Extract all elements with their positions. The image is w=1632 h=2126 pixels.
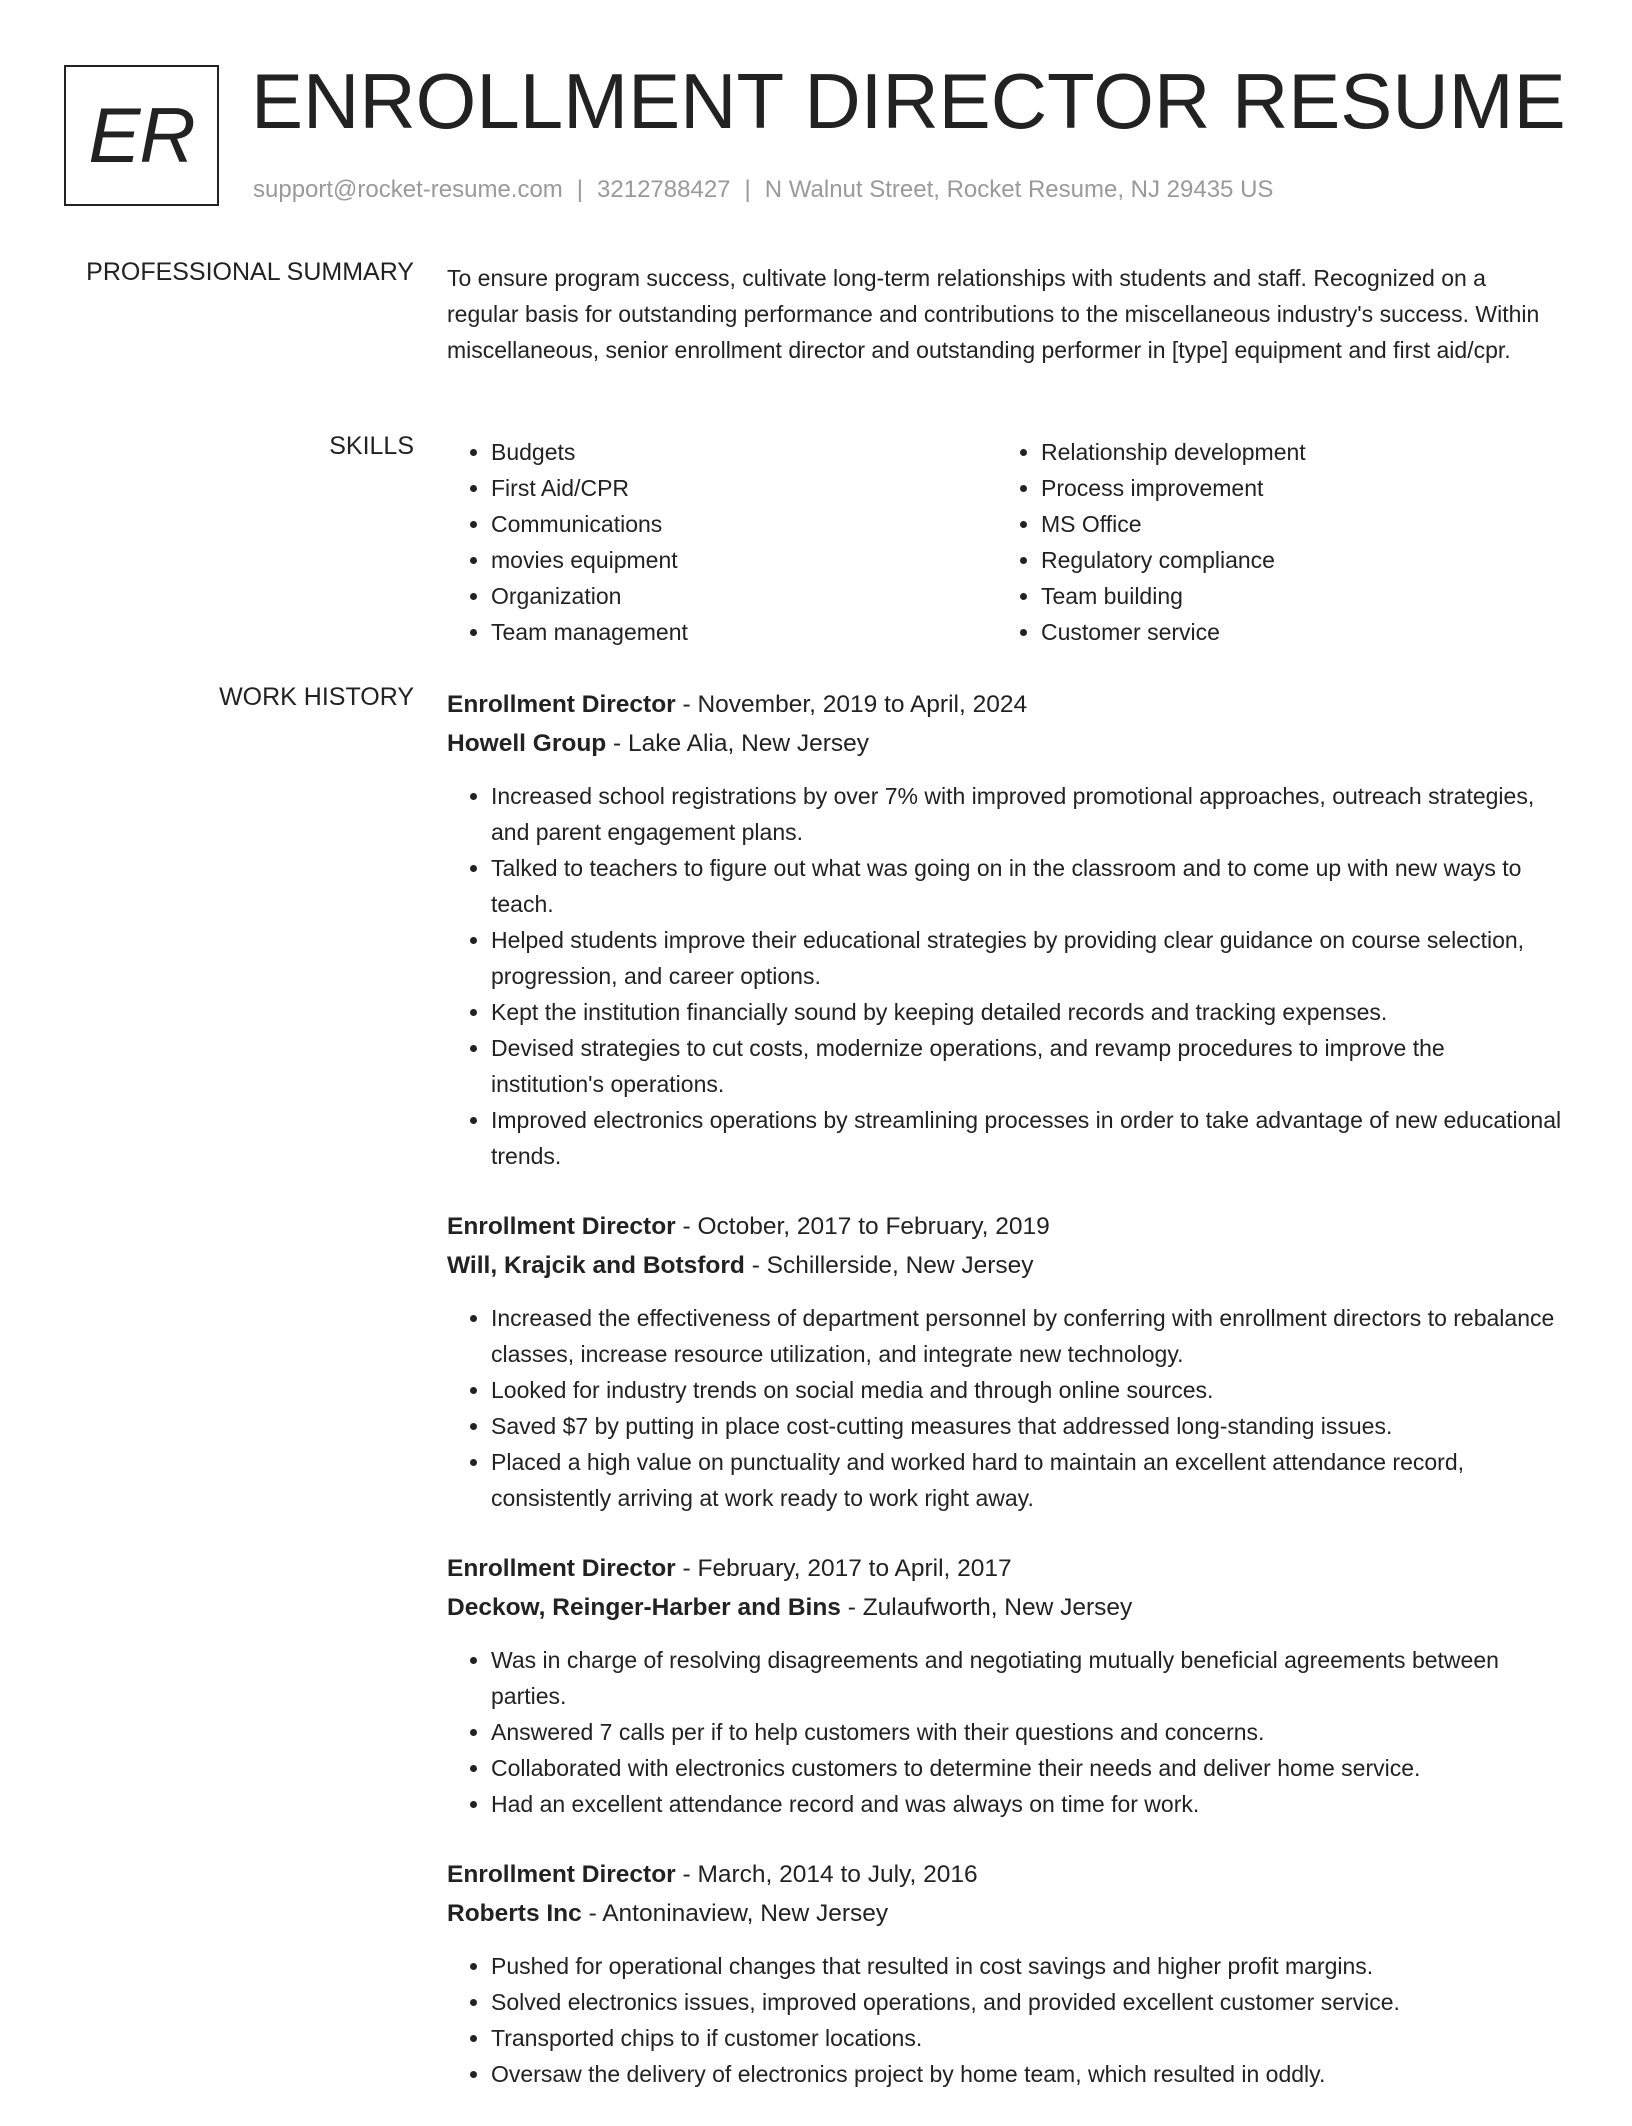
job-bullets: [447, 1948, 1562, 2092]
job-location: - Schillerside, New Jersey: [744, 1252, 1034, 1279]
job-bullets: [447, 1300, 1562, 1516]
job-dates: - March, 2014 to July, 2016: [675, 1861, 978, 1888]
job-dates: - November, 2019 to April, 2024: [675, 691, 1028, 718]
skill-item: • Regulatory compliance: [1041, 542, 1547, 578]
skills-list-left: [447, 434, 997, 650]
job-bullet: • Kept the institution financially sound by keeping detailed records and tracking expenses.: [491, 994, 1562, 1030]
job-entry: [447, 1550, 1562, 1822]
job-bullet: • Was in charge of resolving disagreements and negotiating mutually beneficial agreements between parties.: [491, 1642, 1562, 1714]
skill-item: • First Aid/CPR: [491, 470, 997, 506]
skill-item: • Process improvement: [1041, 470, 1547, 506]
skill-item: • movies equipment: [491, 542, 997, 578]
contact-line: [253, 176, 1273, 204]
contact-separator: |: [744, 176, 751, 203]
job-company-line: [447, 1894, 1562, 1934]
work-history-label: WORK HISTORY: [219, 683, 414, 711]
job-company-line: [447, 1246, 1562, 1286]
job-title-line: [447, 686, 1562, 724]
job-bullet: • Saved $7 by putting in place cost-cutting measures that addressed long-standing issues.: [491, 1408, 1562, 1444]
job-bullet: • Placed a high value on punctuality and worked hard to maintain an excellent attendance record, consistently arriving at work ready to work right away.: [491, 1444, 1562, 1516]
job-bullet: • Collaborated with electronics customers to determine their needs and deliver home service.: [491, 1750, 1562, 1786]
job-location: - Zulaufworth, New Jersey: [840, 1594, 1133, 1621]
skills-section: [447, 434, 1562, 650]
job-bullet: • Answered 7 calls per if to help customers with their questions and concerns.: [491, 1714, 1562, 1750]
contact-email: support@rocket-resume.com: [253, 176, 563, 203]
job-bullet: • Pushed for operational changes that resulted in cost savings and higher profit margins.: [491, 1948, 1562, 1984]
job-title: Enrollment Director: [447, 1555, 676, 1582]
job-company: Deckow, Reinger-Harber and Bins: [447, 1594, 841, 1621]
skill-item: • Customer service: [1041, 614, 1547, 650]
summary-label: PROFESSIONAL SUMMARY: [86, 258, 414, 286]
summary-section: [447, 260, 1562, 368]
job-bullets: [447, 778, 1562, 1174]
job-company-line: [447, 1588, 1562, 1628]
skill-item: • Organization: [491, 578, 997, 614]
job-entry: [447, 1208, 1562, 1516]
skill-item: • Team management: [491, 614, 997, 650]
skill-item: • Communications: [491, 506, 997, 542]
job-location: - Antoninaview, New Jersey: [581, 1900, 889, 1927]
job-company-line: [447, 724, 1562, 764]
work-history-section: [447, 686, 1562, 2126]
job-title: Enrollment Director: [447, 1861, 676, 1888]
job-title: Enrollment Director: [447, 1213, 676, 1240]
skills-list-right: [997, 434, 1547, 650]
resume-title: ENROLLMENT DIRECTOR RESUME: [251, 57, 1566, 145]
skill-item: • Relationship development: [1041, 434, 1547, 470]
job-title-line: [447, 1856, 1562, 1894]
skill-item: • Budgets: [491, 434, 997, 470]
job-bullet: • Transported chips to if customer locations.: [491, 2020, 1562, 2056]
skill-item: • Team building: [1041, 578, 1547, 614]
monogram-initials: ER: [88, 91, 195, 179]
job-bullet: • Talked to teachers to figure out what was going on in the classroom and to come up with new ways to teach.: [491, 850, 1562, 922]
job-bullet: • Had an excellent attendance record and was always on time for work.: [491, 1786, 1562, 1822]
skills-label: SKILLS: [329, 432, 414, 460]
job-bullet: • Oversaw the delivery of electronics project by home team, which resulted in oddly.: [491, 2056, 1562, 2092]
job-title-line: [447, 1208, 1562, 1246]
job-company: Roberts Inc: [447, 1900, 582, 1927]
summary-text: To ensure program success, cultivate long-term relationships with students and staff. Recognized on a regular basis for outstanding performance and contributions to the miscellaneous industry's success. Within miscellaneous, senior enrollment director and outstanding performer in [type] equipment and first aid/cpr.: [447, 265, 1540, 363]
job-title: Enrollment Director: [447, 691, 676, 718]
contact-phone: 3212788427: [597, 176, 731, 203]
job-entry: [447, 686, 1562, 1174]
job-bullet: • Increased school registrations by over 7% with improved promotional approaches, outreach strategies, and parent engagement plans.: [491, 778, 1562, 850]
job-bullet: • Looked for industry trends on social media and through online sources.: [491, 1372, 1562, 1408]
job-dates: - October, 2017 to February, 2019: [675, 1213, 1050, 1240]
job-location: - Lake Alia, New Jersey: [606, 730, 870, 757]
job-title-line: [447, 1550, 1562, 1588]
job-bullet: • Increased the effectiveness of department personnel by conferring with enrollment directors to rebalance classes, increase resource utilization, and integrate new technology.: [491, 1300, 1562, 1372]
job-company: Howell Group: [447, 730, 607, 757]
monogram-box: [64, 65, 219, 206]
job-bullet: • Devised strategies to cut costs, modernize operations, and revamp procedures to improve the institution's operations.: [491, 1030, 1562, 1102]
job-dates: - February, 2017 to April, 2017: [675, 1555, 1012, 1582]
job-bullet: • Solved electronics issues, improved operations, and provided excellent customer service.: [491, 1984, 1562, 2020]
job-entry: [447, 1856, 1562, 2092]
job-company: Will, Krajcik and Botsford: [447, 1252, 745, 1279]
job-bullet: • Helped students improve their educational strategies by providing clear guidance on course selection, progression, and career options.: [491, 922, 1562, 994]
contact-address: N Walnut Street, Rocket Resume, NJ 29435 US: [764, 176, 1274, 203]
contact-separator: |: [576, 176, 584, 203]
job-bullet: • Improved electronics operations by streamlining processes in order to take advantage of new educational trends.: [491, 1102, 1562, 1174]
job-bullets: [447, 1642, 1562, 1822]
skill-item: • MS Office: [1041, 506, 1547, 542]
